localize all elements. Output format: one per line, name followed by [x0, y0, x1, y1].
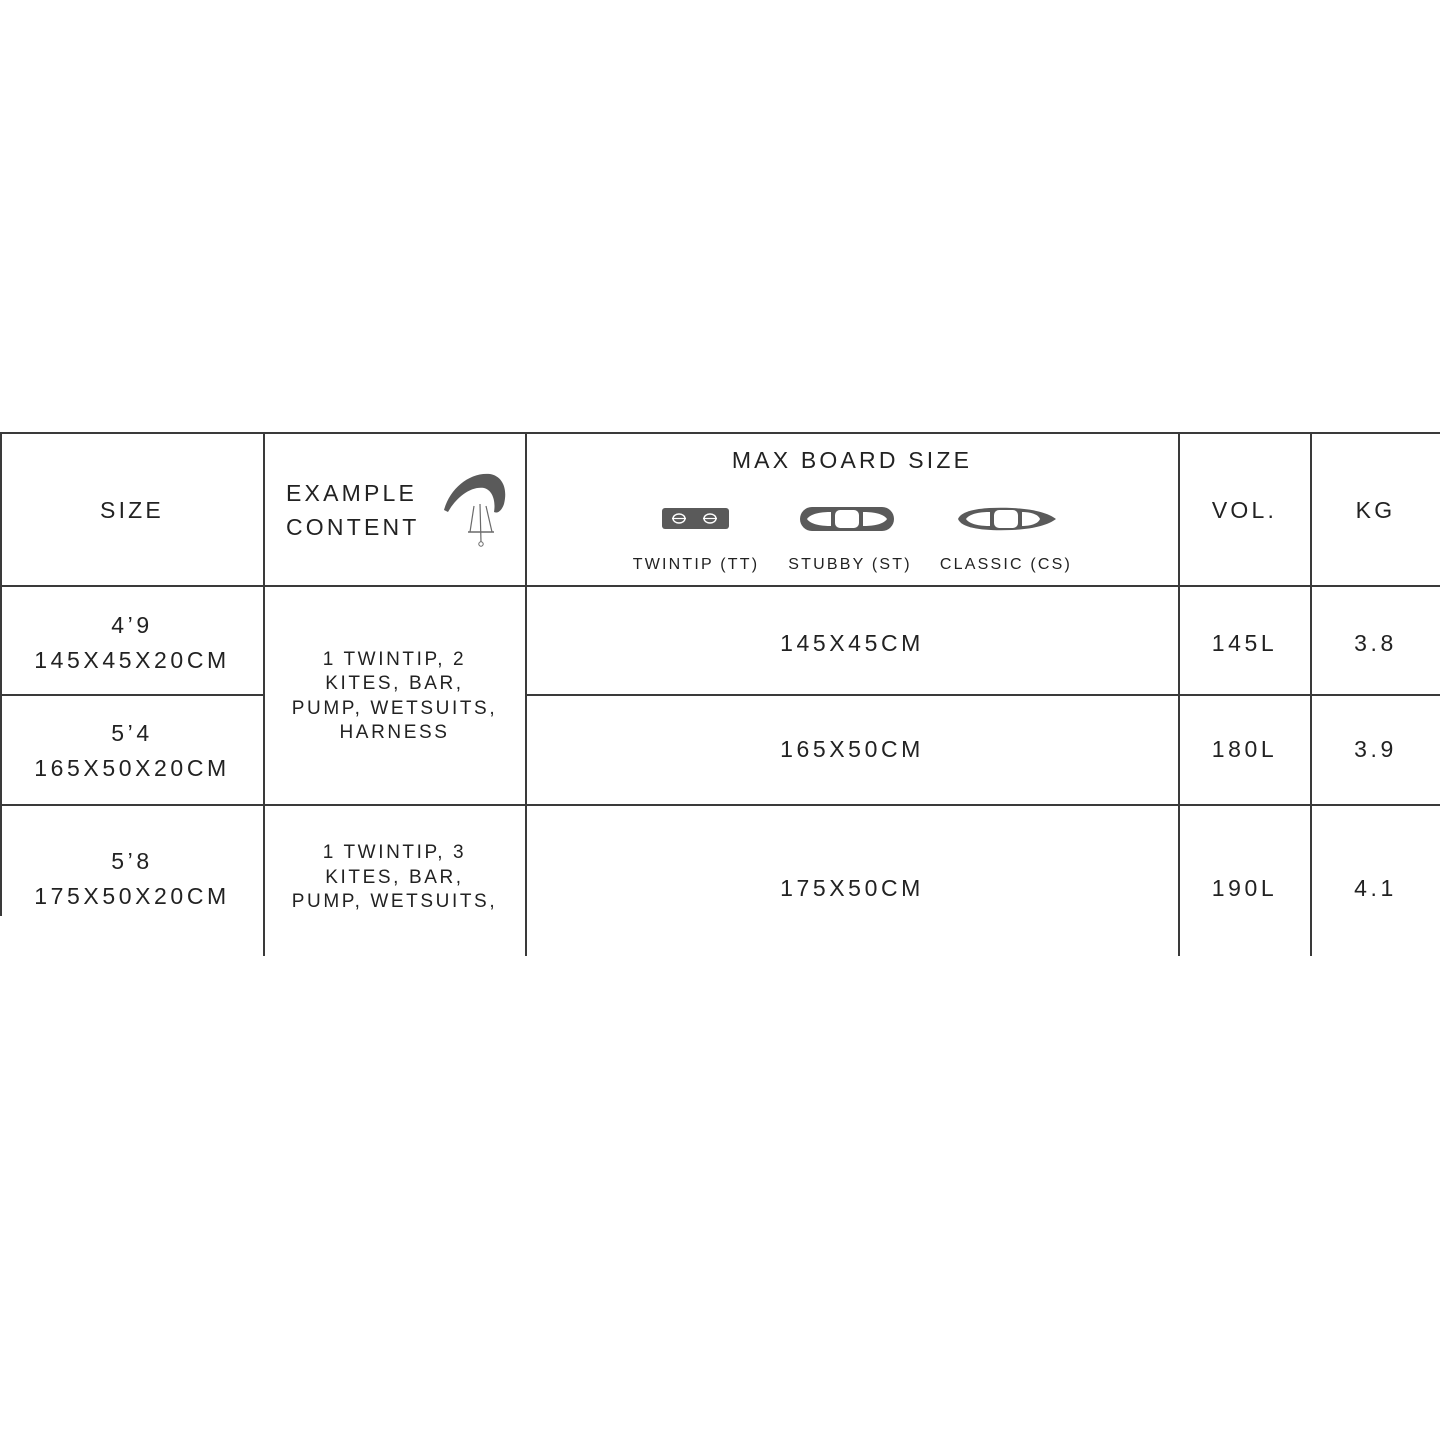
row3-vol: 190L — [1211, 875, 1278, 901]
kite-icon — [440, 470, 510, 552]
header-example-line1: EXAMPLE — [286, 480, 418, 506]
row2-dims: 165X50X20CM — [34, 755, 230, 781]
row2-max-board: 165X50CM — [780, 736, 924, 762]
row1-size: 4’9 — [111, 612, 153, 638]
stubby-board-icon — [799, 506, 895, 532]
header-vol: VOL. — [1211, 497, 1278, 523]
board-type-twintip-label: TWINTIP (TT) — [632, 556, 760, 573]
header-kg: KG — [1355, 497, 1396, 523]
header-max-board-size: MAX BOARD SIZE — [731, 447, 973, 473]
header-example-line2: CONTENT — [286, 514, 420, 540]
row1-kg: 3.8 — [1354, 630, 1397, 656]
row2-kg: 3.9 — [1354, 736, 1397, 762]
contents-group-2-line2: KITES, BAR, — [325, 867, 464, 888]
classic-board-icon — [956, 506, 1058, 532]
row1-divider-left — [0, 694, 264, 696]
row1-vol: 145L — [1211, 630, 1278, 656]
row1-divider-right — [525, 694, 1440, 696]
contents-group-1-line4: HARNESS — [339, 722, 450, 743]
row3-size: 5’8 — [111, 848, 153, 874]
row2-divider — [0, 804, 1440, 806]
row1-max-board: 145X45CM — [780, 630, 924, 656]
row2-size: 5’4 — [111, 720, 153, 746]
header-bottom-border — [0, 585, 1440, 587]
row3-kg: 4.1 — [1354, 875, 1397, 901]
row3-dims: 175X50X20CM — [34, 883, 230, 909]
contents-group-2-line3: PUMP, WETSUITS, — [291, 891, 498, 912]
row3-max-board: 175X50CM — [780, 875, 924, 901]
contents-group-2-line1: 1 TWINTIP, 3 — [322, 842, 467, 863]
twintip-board-icon — [661, 506, 731, 532]
header-size: SIZE — [100, 497, 164, 523]
board-type-classic-label: CLASSIC (CS) — [939, 556, 1073, 573]
contents-group-1-line3: PUMP, WETSUITS, — [291, 698, 498, 719]
row1-dims: 145X45X20CM — [34, 647, 230, 673]
contents-group-1-line2: KITES, BAR, — [325, 673, 464, 694]
board-type-stubby-label: STUBBY (ST) — [788, 556, 912, 573]
row2-vol: 180L — [1211, 736, 1278, 762]
table-top-border — [0, 432, 1440, 434]
contents-group-1-line1: 1 TWINTIP, 2 — [322, 649, 467, 670]
